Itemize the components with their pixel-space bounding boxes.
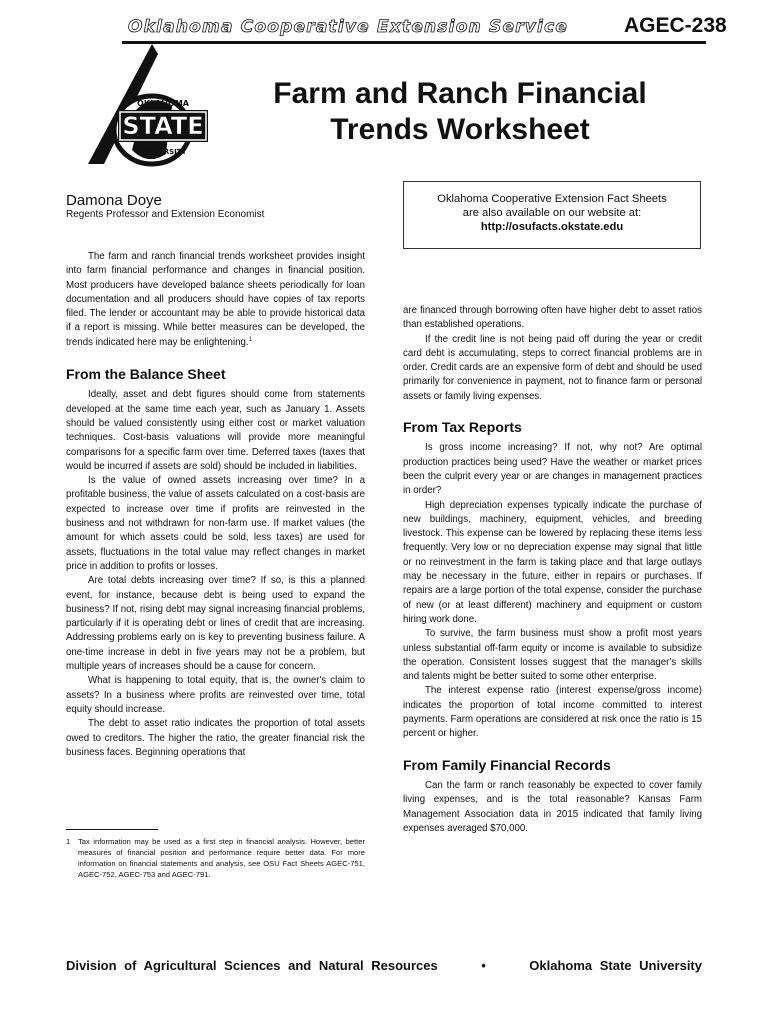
footnote-rule — [66, 829, 158, 830]
factbox-line-2: are also available on our website at: — [462, 207, 642, 219]
footer-university: Oklahoma State University — [529, 958, 702, 973]
service-name: Oklahoma Cooperative Extension Service — [128, 17, 569, 37]
footnote-text: Tax information may be used as a first step in financial analysis. However, better measures of financial position and performance require better data. For more information on financial statements and analysis, see OSU Fact Sheets AGEC-751, AGEC-752, AGEC-753 and AGEC-791. — [78, 837, 365, 879]
paragraph: The interest expense ratio (interest expense/gross income) indicates the proportion of total income committed to interest payments. Farm operations are considered at risk once the ratio is 15 percent or higher. — [403, 685, 702, 740]
paragraph: Are total debts increasing over time? If so, is this a planned event, for instance, because debt is being used to expand the business? If not, rising debt may signal increasing financial problems, particularly if it is operating debt or lines of credit that are increasing. Addressing problems early on is key to preventing business failure. A one-time increase in debt in five years may not be a problem, but multiple years of increases should be a cause for concern. — [66, 575, 365, 673]
intro-text: The farm and ranch financial trends worksheet provides insight into farm financial performance and changes in financial position. Most producers have developed balance sheets periodically for loan documentation and all producers should have copies of tax reports filed. The lender or accountant may be able to provide historical data if a report is missing. While better measures can be developed, the trends indicated here may be enlightening. — [66, 251, 365, 348]
paragraph: High depreciation expenses typically indicate the purchase of new buildings, machinery, equipment, vehicles, and breeding livestock. This expense can be lowered by replacing these items less frequently. Very low or no depreciation expense may signal that little or no reinvestment in the farm is taking place and that large outlays may be necessary in the future, either in repairs or purchases. If repairs are a large portion of the total expense, consider the purchase of new (or at least different) machinery and equipment or custom hiring work done. — [403, 499, 702, 625]
paragraph: The debt to asset ratio indicates the proportion of total assets owed to creditors. The higher the ratio, the greater financial risk the business faces. Beginning operations that — [66, 718, 365, 758]
page-title — [240, 76, 680, 148]
footer-division: Division of Agricultural Sciences and Natural Resources — [66, 958, 438, 973]
factbox-url-link[interactable]: http://osufacts.okstate.edu — [480, 221, 624, 233]
title-line-2: Trends Worksheet — [330, 113, 590, 146]
left-column — [66, 250, 365, 760]
paragraph: Can the farm or ranch reasonably be expected to cover family living expenses, and is the total reasonable? Kansas Farm Management Association data in 2015 indicated that family living expenses averaged $70,000. — [403, 779, 702, 834]
paragraph: To survive, the farm business must show a profit most years unless substantial off-farm equity or income is available to subsidize the operation. Consistent losses suggest that the manager's skills and talents might be better suited to some other enterprise. — [403, 628, 702, 683]
tax-reports-heading: From Tax Reports — [403, 419, 522, 436]
footer-bullet: • — [481, 958, 486, 973]
author-name: Damona Doye — [66, 192, 162, 209]
logo-text-university: UNIVERSITY — [139, 148, 187, 156]
page-footer — [66, 958, 702, 973]
paragraph: If the credit line is not being paid off during the year or credit card debt is accumulating, steps to correct financial problems are in order. Credit cards are an expensive form of debt and should be used primarily for convenience in payment, not to finance farm or personal assets or family living expenses. — [403, 333, 702, 402]
factbox-line-1: Oklahoma Cooperative Extension Fact Sheets — [437, 193, 667, 205]
title-line-1: Farm and Ranch Financial — [273, 77, 647, 110]
paragraph: Is the value of owned assets increasing over time? In a profitable business, the value of assets calculated on a cost-basis are expected to increase over time if profits are reinvested in the business and not withdrawn for non-farm use. If market values (the amount for which assets could be sold, less taxes) are used for assets, fluctuations in the total value may reflect changes in market price in addition to profits or losses. — [66, 475, 365, 572]
author-role: Regents Professor and Extension Economist — [66, 209, 265, 220]
paragraph-continued: are financed through borrowing often have higher debt to asset ratios than established operations. — [403, 305, 702, 331]
footnote-mark: 1 — [66, 837, 71, 846]
document-code: AGEC-238 — [624, 14, 727, 37]
paragraph: What is happening to total equity, that is, the owner's claim to assets? In a business where profits are reinvested over time, total equity should increase. — [66, 675, 365, 715]
osu-logo — [82, 42, 222, 168]
logo-text-state: STATE — [122, 112, 204, 140]
intro-paragraph — [66, 250, 365, 350]
family-records-heading: From Family Financial Records — [403, 756, 611, 773]
logo-text-oklahoma: OKLAHOMA — [137, 99, 189, 108]
footnote-reference: 1 — [248, 336, 252, 343]
paragraph: Ideally, asset and debt figures should come from statements developed at the same time each year, such as January 1. Assets should be valued consistently using either cost or market valuation techniques. Cost-basis valuations will provide more meaningful comparisons for a specific farm over time. Deferred taxes (taxes that would be incurred if assets are sold) should be included in liabilities. — [66, 389, 365, 472]
paragraph: Is gross income increasing? If not, why not? Are optimal production practices being used? Have the weather or market prices been the culprit every year or are changes in management practices in order? — [403, 442, 702, 497]
fact-sheet-box — [403, 181, 701, 249]
balance-sheet-heading: From the Balance Sheet — [66, 366, 226, 383]
right-column — [403, 304, 702, 836]
footnote — [66, 836, 365, 880]
